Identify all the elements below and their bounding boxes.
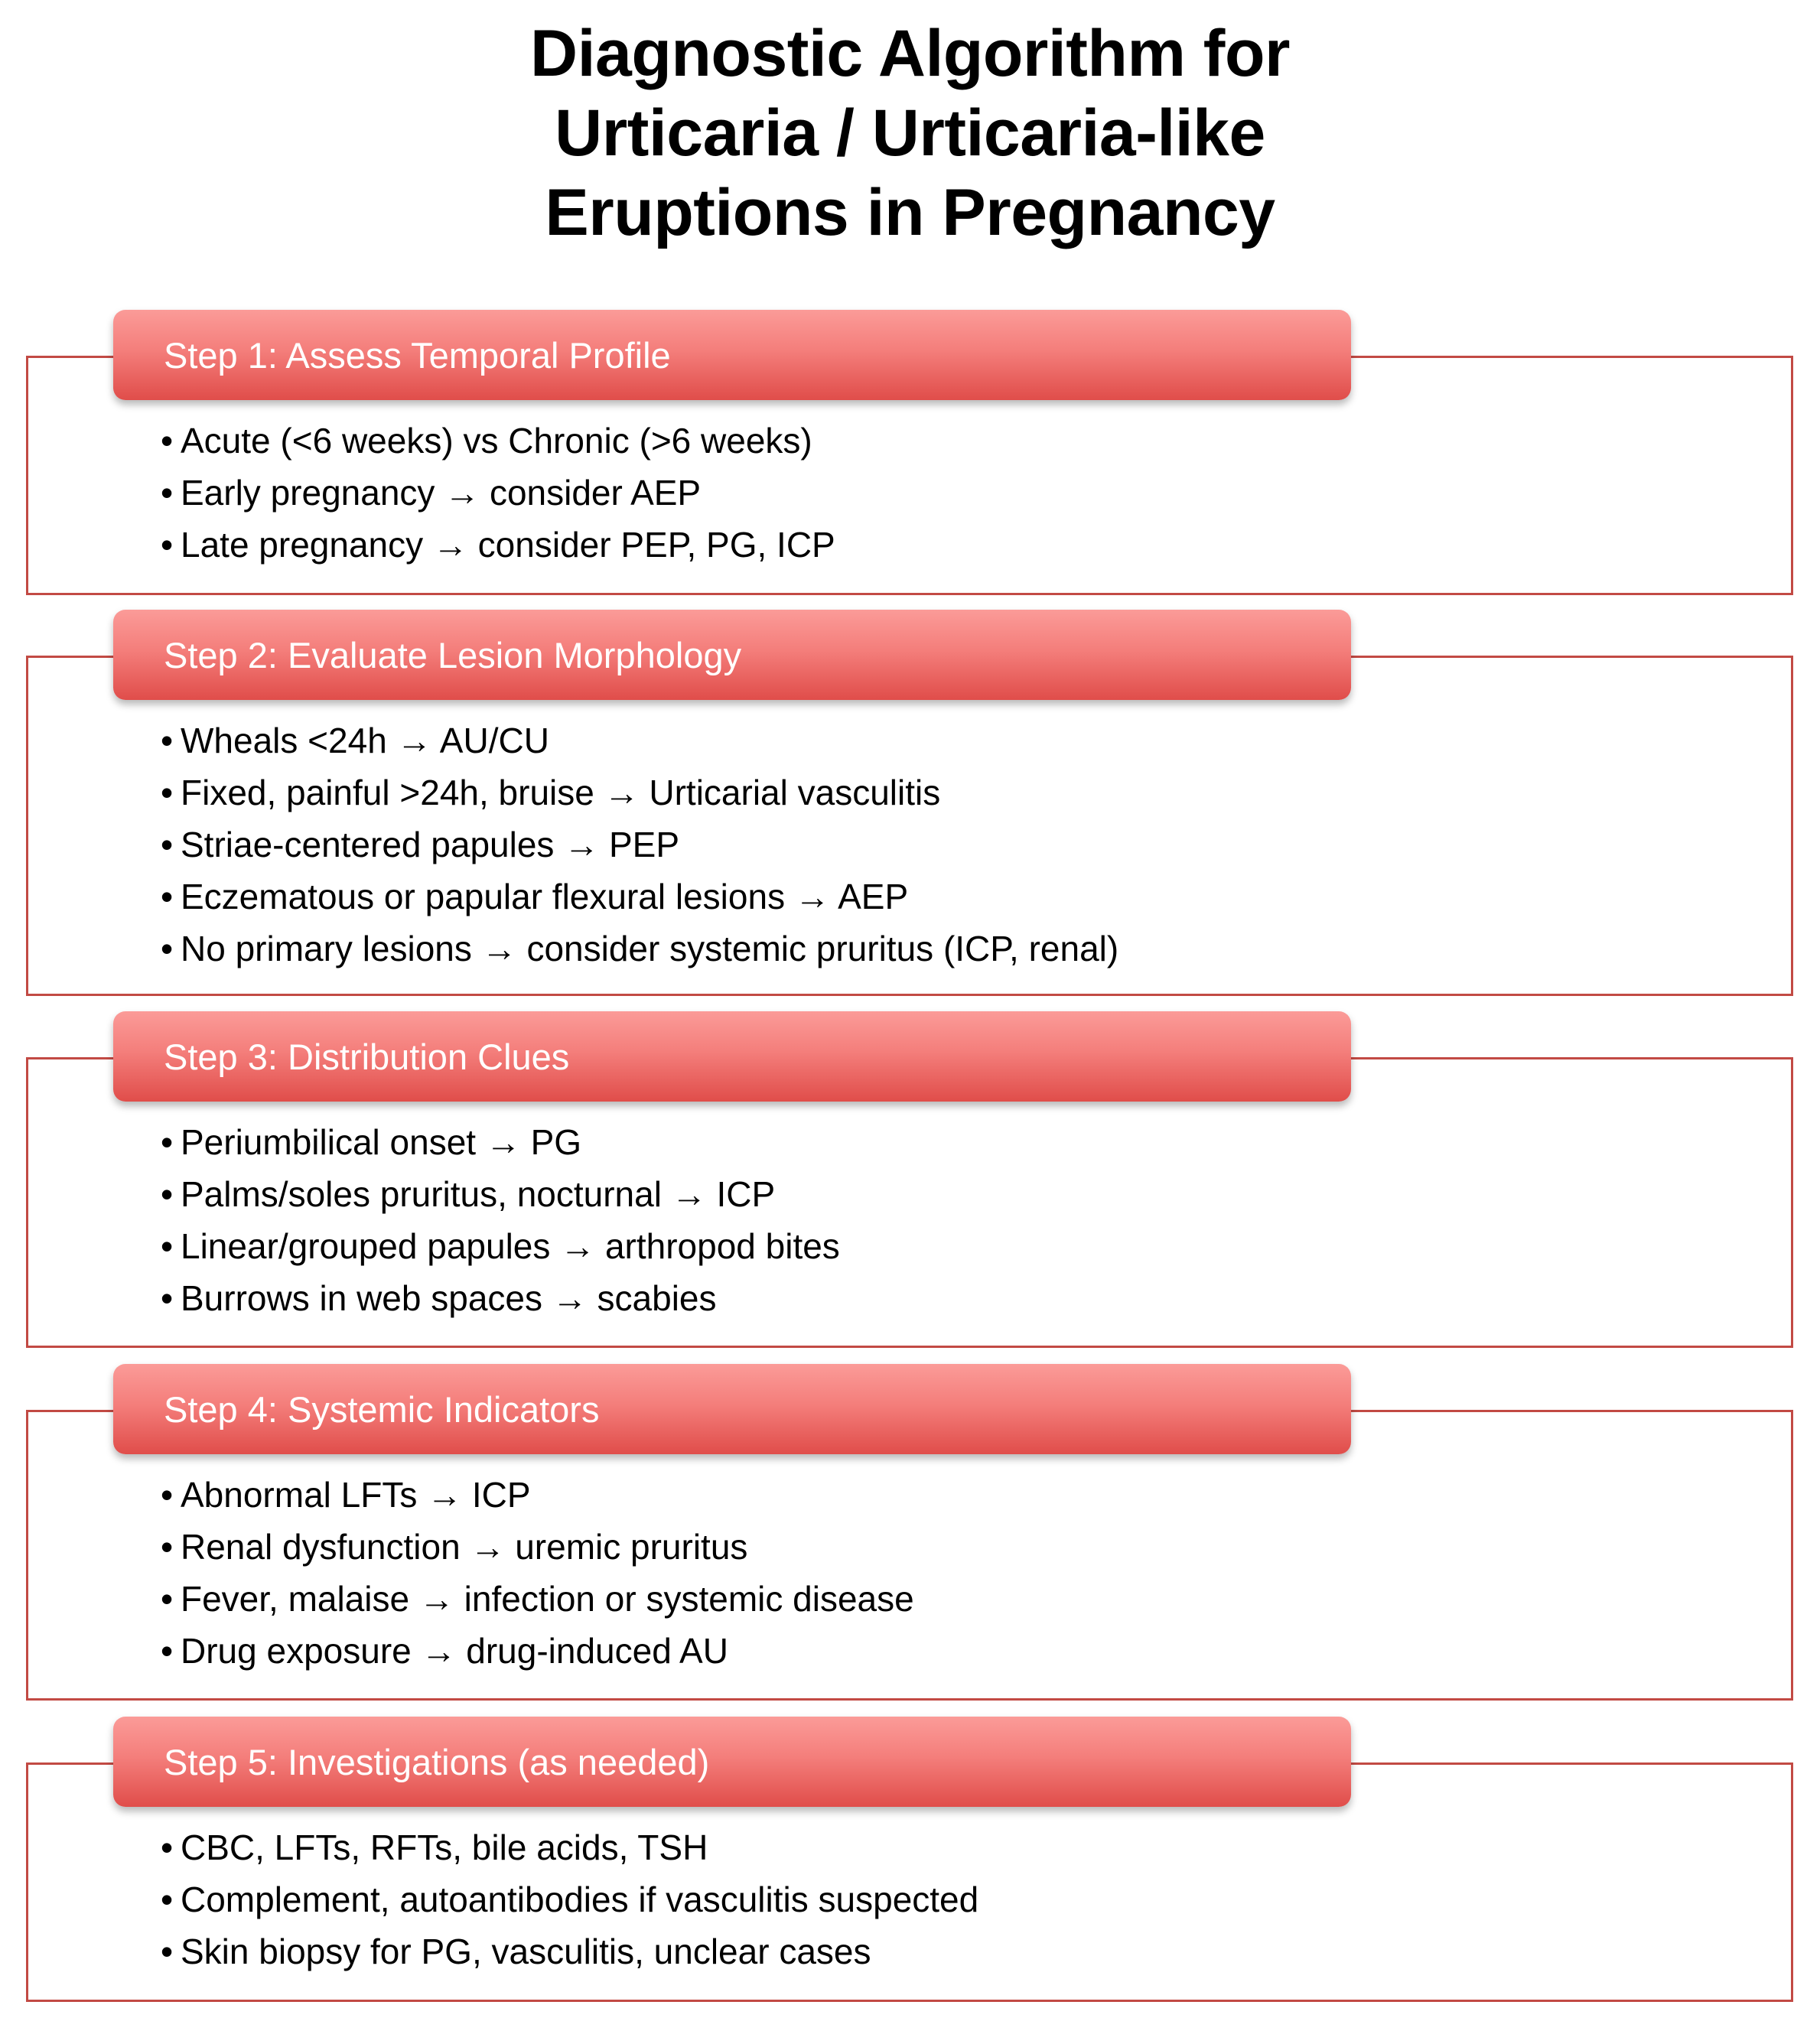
list-item: • Late pregnancy → consider PEP, PG, ICP bbox=[161, 519, 835, 571]
step-5-label: Step 5: Investigations (as needed) bbox=[164, 1741, 710, 1782]
list-item: • Skin biopsy for PG, vasculitis, unclear cases bbox=[161, 1925, 978, 1977]
list-item: • Wheals <24h → AU/CU bbox=[161, 714, 1118, 767]
step-5-list bbox=[161, 1821, 978, 1977]
list-item: • Fever, malaise → infection or systemic disease bbox=[161, 1573, 914, 1625]
list-item: • Abnormal LFTs → ICP bbox=[161, 1469, 914, 1521]
title-line-1: Diagnostic Algorithm for bbox=[530, 17, 1290, 90]
list-item: • Burrows in web spaces → scabies bbox=[161, 1272, 840, 1324]
step-1-list bbox=[161, 415, 835, 571]
list-item: • Complement, autoantibodies if vasculitis suspected bbox=[161, 1873, 978, 1925]
step-2-label: Step 2: Evaluate Lesion Morphology bbox=[164, 634, 742, 675]
list-item: • Acute (<6 weeks) vs Chronic (>6 weeks) bbox=[161, 415, 835, 467]
title-line-3: Eruptions in Pregnancy bbox=[545, 176, 1275, 249]
list-item: • No primary lesions → consider systemic pruritus (ICP, renal) bbox=[161, 923, 1118, 975]
list-item: • Eczematous or papular flexural lesions → AEP bbox=[161, 871, 1118, 923]
list-item: • Fixed, painful >24h, bruise → Urticarial vasculitis bbox=[161, 767, 1118, 819]
step-1-header bbox=[113, 310, 1351, 400]
step-4-label: Step 4: Systemic Indicators bbox=[164, 1388, 600, 1430]
step-3-label: Step 3: Distribution Clues bbox=[164, 1036, 570, 1077]
list-item: • Linear/grouped papules → arthropod bites bbox=[161, 1220, 840, 1272]
list-item: • Early pregnancy → consider AEP bbox=[161, 467, 835, 519]
list-item: • CBC, LFTs, RFTs, bile acids, TSH bbox=[161, 1821, 978, 1873]
step-2-list bbox=[161, 714, 1118, 975]
title-line-2: Urticaria / Urticaria-like bbox=[555, 96, 1265, 170]
list-item: • Periumbilical onset → PG bbox=[161, 1116, 840, 1168]
list-item: • Striae-centered papules → PEP bbox=[161, 819, 1118, 871]
list-item: • Drug exposure → drug-induced AU bbox=[161, 1625, 914, 1677]
diagram-title bbox=[0, 14, 1820, 252]
step-3-list bbox=[161, 1116, 840, 1324]
step-1-label: Step 1: Assess Temporal Profile bbox=[164, 334, 671, 376]
step-4-list bbox=[161, 1469, 914, 1677]
step-5-header bbox=[113, 1717, 1351, 1807]
step-3-header bbox=[113, 1011, 1351, 1102]
step-2-header bbox=[113, 610, 1351, 700]
list-item: • Renal dysfunction → uremic pruritus bbox=[161, 1521, 914, 1573]
list-item: • Palms/soles pruritus, nocturnal → ICP bbox=[161, 1168, 840, 1220]
step-4-header bbox=[113, 1364, 1351, 1454]
